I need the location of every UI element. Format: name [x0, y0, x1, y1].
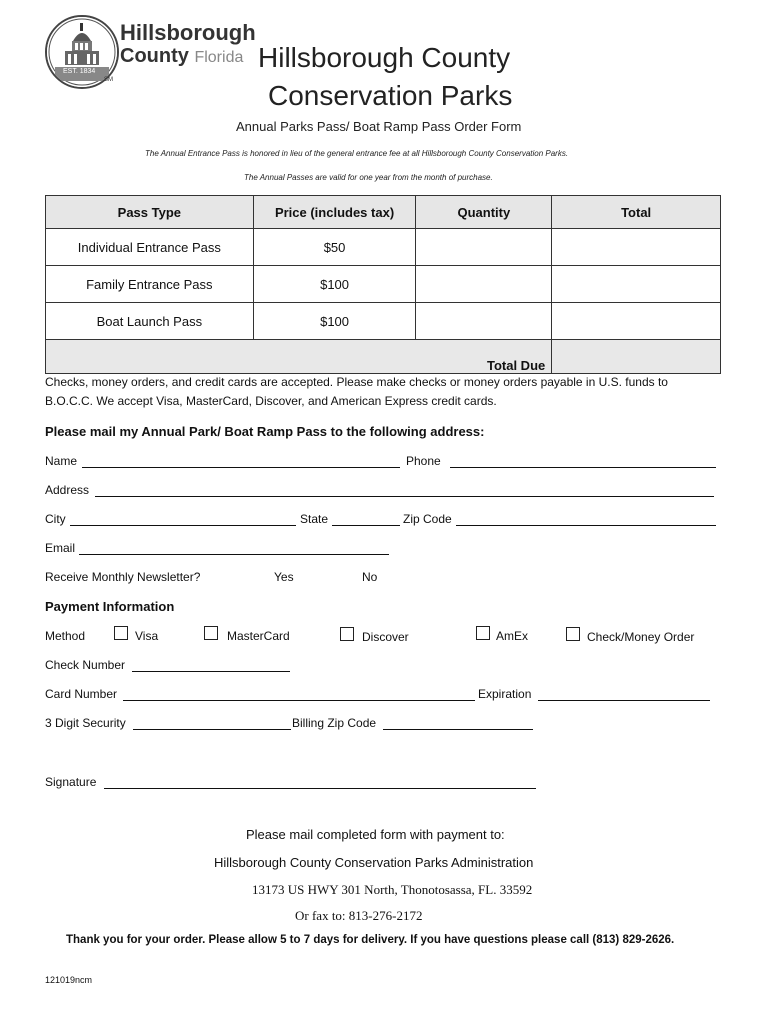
table-header-row [46, 196, 721, 229]
check-money-order-label: Check/Money Order [587, 630, 695, 644]
amex-label: AmEx [496, 629, 529, 643]
logo-county-word: County [120, 45, 189, 67]
newsletter-label: Receive Monthly Newsletter? [45, 570, 201, 584]
billing-zip-input[interactable] [383, 729, 533, 730]
state-label: State [300, 512, 329, 526]
amex-checkbox[interactable] [476, 626, 490, 640]
visa-label: Visa [135, 629, 159, 643]
fax-number: Or fax to: 813-276-2172 [295, 908, 423, 923]
quantity-field[interactable] [416, 229, 552, 266]
signature-input[interactable] [104, 788, 536, 789]
check-number-label: Check Number [45, 658, 126, 672]
email-label: Email [45, 541, 76, 555]
name-label: Name [45, 454, 78, 468]
expiration-input[interactable] [538, 700, 710, 701]
pass-type-cell: Family Entrance Pass [46, 266, 254, 303]
price-cell: $100 [253, 266, 416, 303]
check-number-input[interactable] [132, 671, 290, 672]
visa-checkbox[interactable] [114, 626, 128, 640]
total-due-field[interactable] [552, 340, 721, 374]
validity-note: The Annual Passes are valid for one year from the month of purchase. [244, 173, 493, 182]
check-money-order-checkbox[interactable] [566, 627, 580, 641]
col-header-total: Total [552, 196, 721, 229]
city-label: City [45, 512, 66, 526]
org-address: 13173 US HWY 301 North, Thonotosassa, FL. 33592 [252, 882, 533, 897]
total-field[interactable] [552, 266, 721, 303]
signature-label: Signature [45, 775, 97, 789]
security-label: 3 Digit Security [45, 716, 126, 730]
zip-label: Zip Code [403, 512, 452, 526]
total-field[interactable] [552, 229, 721, 266]
total-due-label: Total Due [46, 340, 552, 374]
phone-input[interactable] [450, 467, 716, 468]
page-title-line1: Hillsborough County [258, 42, 511, 73]
pass-type-cell: Boat Launch Pass [46, 303, 254, 340]
form-subtitle: Annual Parks Pass/ Boat Ramp Pass Order Form [236, 119, 522, 134]
entrance-pass-note: The Annual Entrance Pass is honored in lieu of the general entrance fee at all Hillsborough County Conservation Parks. [145, 149, 569, 158]
billing-zip-label: Billing Zip Code [292, 716, 377, 730]
payment-note-line2: B.O.C.C. We accept Visa, MasterCard, Discover, and American Express credit cards. [45, 394, 497, 408]
logo-service-mark: SM [104, 77, 113, 83]
state-input[interactable] [332, 525, 400, 526]
card-number-input[interactable] [123, 700, 475, 701]
mastercard-checkbox[interactable] [204, 626, 218, 640]
expiration-label: Expiration [478, 687, 532, 701]
mastercard-label: MasterCard [227, 629, 290, 643]
logo-florida-word: Florida [194, 49, 244, 66]
total-field[interactable] [552, 303, 721, 340]
table-row [46, 229, 721, 266]
zip-input[interactable] [456, 525, 716, 526]
quantity-field[interactable] [416, 266, 552, 303]
payment-heading: Payment Information [45, 599, 175, 614]
email-input[interactable] [79, 554, 389, 555]
org-name: Hillsborough County Conservation Parks Administration [214, 855, 534, 870]
col-header-pass-type: Pass Type [46, 196, 254, 229]
thank-you-note: Thank you for your order. Please allow 5 to 7 days for delivery. If you have questions please call (813) 829-2626. [66, 934, 675, 946]
payment-note-line1: Checks, money orders, and credit cards are accepted. Please make checks or money orders payable in U.S. funds to [45, 375, 668, 389]
card-number-label: Card Number [45, 687, 118, 701]
mail-address-heading: Please mail my Annual Park/ Boat Ramp Pass to the following address: [45, 424, 485, 439]
logo-est: EST. 1834 [63, 68, 96, 75]
address-input[interactable] [95, 496, 714, 497]
order-table [45, 195, 721, 374]
col-header-quantity: Quantity [416, 196, 552, 229]
newsletter-yes-option[interactable]: Yes [274, 570, 294, 584]
quantity-field[interactable] [416, 303, 552, 340]
newsletter-no-option[interactable]: No [362, 570, 378, 584]
pass-type-cell: Individual Entrance Pass [46, 229, 254, 266]
logo-text-county [120, 45, 243, 68]
security-input[interactable] [133, 729, 291, 730]
col-header-price: Price (includes tax) [253, 196, 416, 229]
address-label: Address [45, 483, 90, 497]
price-cell: $50 [253, 229, 416, 266]
phone-label: Phone [406, 454, 441, 468]
form-code: 121019ncm [45, 975, 93, 985]
logo-text-hillsborough: Hillsborough [120, 20, 256, 45]
total-due-row [46, 340, 721, 374]
page-title-line2: Conservation Parks [268, 80, 513, 111]
discover-checkbox[interactable] [340, 627, 354, 641]
table-row [46, 303, 721, 340]
city-input[interactable] [70, 525, 296, 526]
price-cell: $100 [253, 303, 416, 340]
table-row [46, 266, 721, 303]
name-input[interactable] [82, 467, 400, 468]
discover-label: Discover [362, 630, 409, 644]
method-label: Method [45, 629, 86, 643]
mail-to-text: Please mail completed form with payment to: [246, 827, 505, 842]
